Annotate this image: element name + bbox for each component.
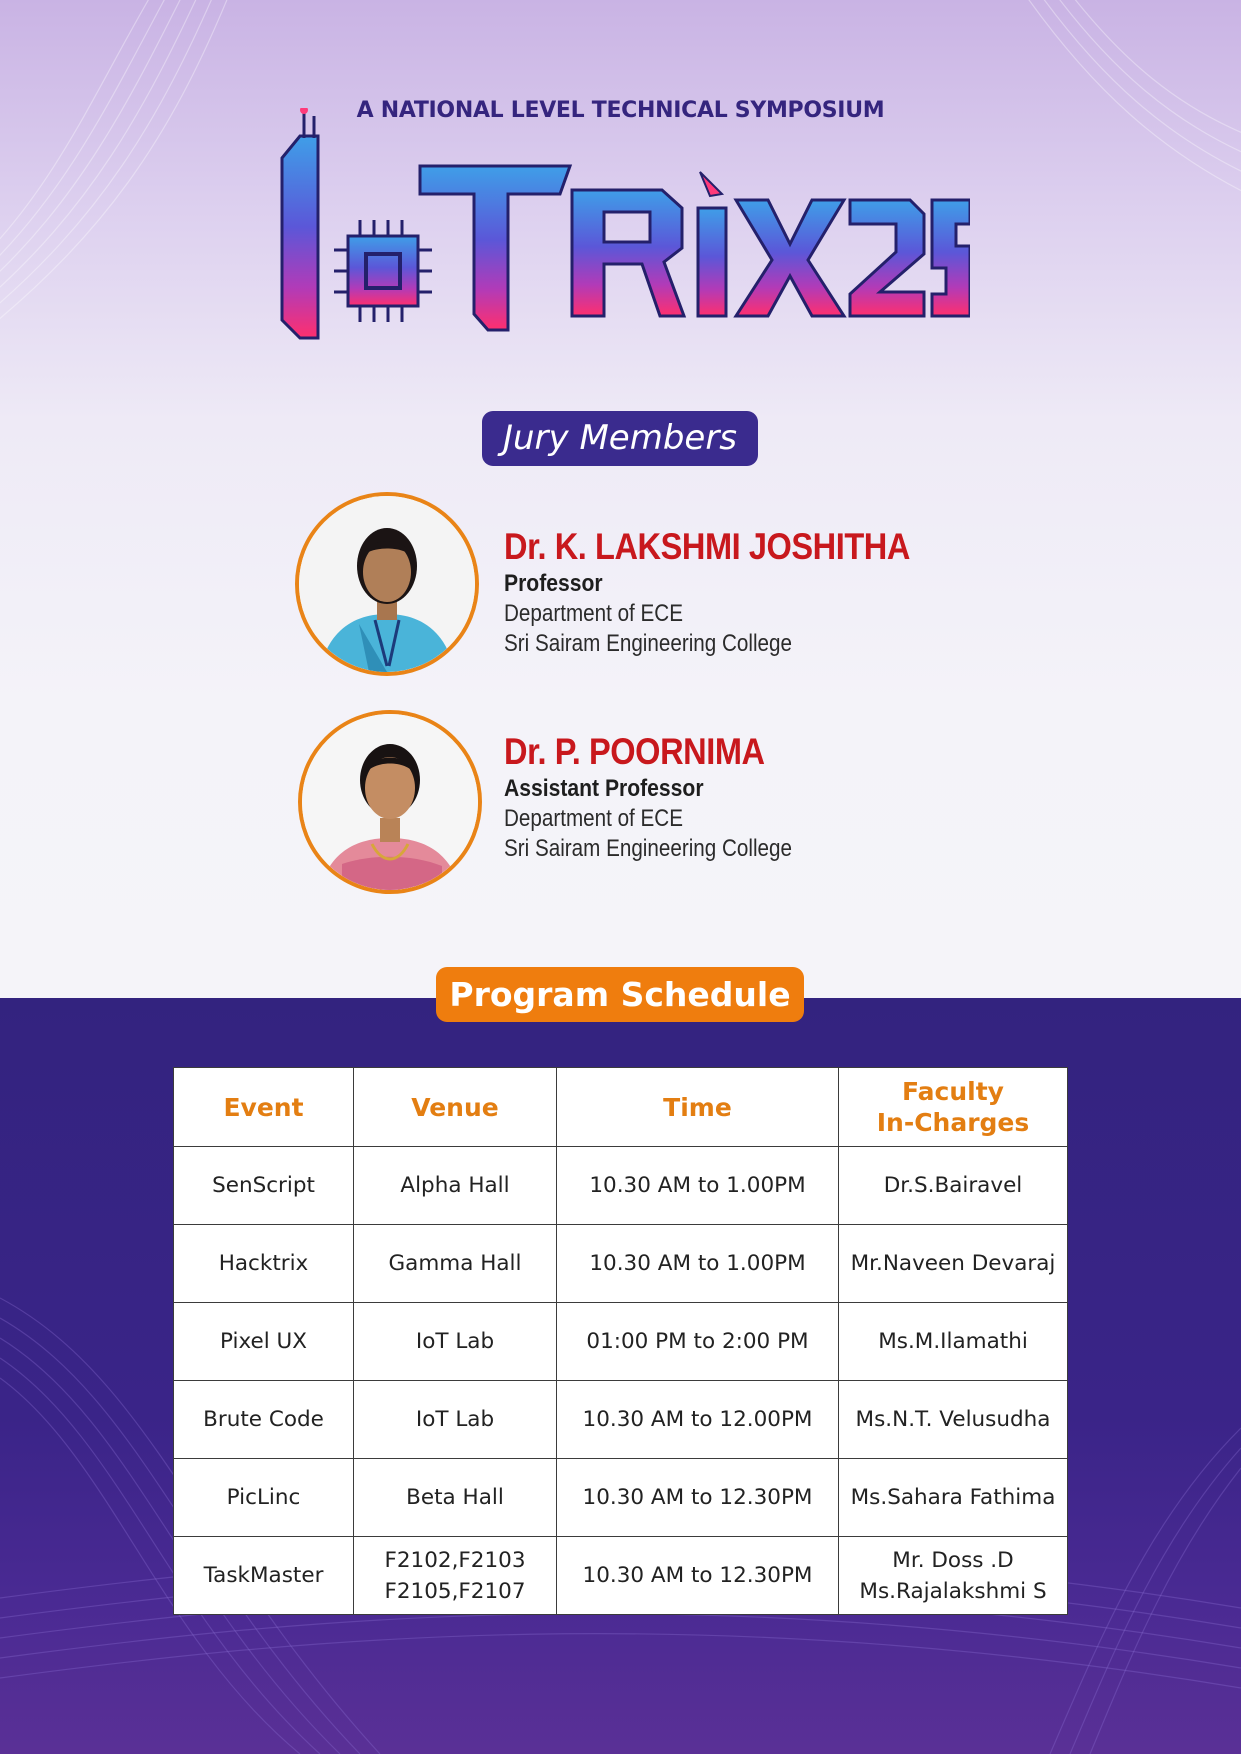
program-schedule-title: Program Schedule: [449, 975, 791, 1014]
faculty-cell: Mr. Doss .D Ms.Rajalakshmi S: [839, 1537, 1068, 1615]
table-row: [174, 1459, 1068, 1537]
venue-cell: IoT Lab: [354, 1303, 557, 1381]
member-college: Sri Sairam Engineering College: [504, 835, 792, 862]
faculty-cell: Mr.Naveen Devaraj: [839, 1225, 1068, 1303]
venue-cell: IoT Lab: [354, 1381, 557, 1459]
time-cell: 10.30 AM to 12.30PM: [557, 1537, 839, 1615]
jury-members-title: Jury Members: [502, 418, 738, 458]
jury-member-1: [504, 525, 965, 659]
member-name: Dr. P. POORNIMA: [504, 731, 765, 772]
venue-cell: Alpha Hall: [354, 1147, 557, 1225]
venue-cell: Gamma Hall: [354, 1225, 557, 1303]
table-row: [174, 1303, 1068, 1381]
event-cell: PicLinc: [174, 1459, 354, 1537]
event-cell: Pixel UX: [174, 1303, 354, 1381]
table-header-row: [174, 1068, 1068, 1147]
portrait-image: [299, 496, 475, 672]
table-row: [174, 1537, 1068, 1615]
jury-member-2: [504, 730, 839, 864]
event-cell: Brute Code: [174, 1381, 354, 1459]
member-role: Professor: [504, 570, 603, 597]
column-header-faculty: Faculty In-Charges: [839, 1068, 1068, 1147]
faculty-cell: Dr.S.Bairavel: [839, 1147, 1068, 1225]
iotrix25-logo: [270, 108, 970, 348]
member-department: Department of ECE: [504, 600, 683, 627]
table-row: [174, 1147, 1068, 1225]
time-cell: 10.30 AM to 12.30PM: [557, 1459, 839, 1537]
tagline: A NATIONAL LEVEL TECHNICAL SYMPOSIUM: [356, 98, 885, 123]
faculty-cell: Ms.Sahara Fathima: [839, 1459, 1068, 1537]
venue-cell: F2102,F2103 F2105,F2107: [354, 1537, 557, 1615]
schedule-table: [173, 1067, 1068, 1615]
event-cell: TaskMaster: [174, 1537, 354, 1615]
time-cell: 10.30 AM to 1.00PM: [557, 1147, 839, 1225]
event-cell: Hacktrix: [174, 1225, 354, 1303]
portrait-image: [302, 714, 478, 890]
column-header-event: Event: [174, 1068, 354, 1147]
program-schedule-heading: [436, 967, 804, 1022]
member-department: Department of ECE: [504, 805, 683, 832]
column-header-venue: Venue: [354, 1068, 557, 1147]
time-cell: 10.30 AM to 12.00PM: [557, 1381, 839, 1459]
venue-cell: Beta Hall: [354, 1459, 557, 1537]
faculty-cell: Ms.M.Ilamathi: [839, 1303, 1068, 1381]
jury-member-photo-1: [295, 492, 479, 676]
time-cell: 01:00 PM to 2:00 PM: [557, 1303, 839, 1381]
time-cell: 10.30 AM to 1.00PM: [557, 1225, 839, 1303]
member-name: Dr. K. LAKSHMI JOSHITHA: [504, 526, 910, 567]
column-header-time: Time: [557, 1068, 839, 1147]
member-role: Assistant Professor: [504, 775, 704, 802]
faculty-cell: Ms.N.T. Velusudha: [839, 1381, 1068, 1459]
jury-members-heading: [482, 411, 758, 466]
event-cell: SenScript: [174, 1147, 354, 1225]
jury-member-photo-2: [298, 710, 482, 894]
member-college: Sri Sairam Engineering College: [504, 630, 792, 657]
table-row: [174, 1225, 1068, 1303]
table-row: [174, 1381, 1068, 1459]
